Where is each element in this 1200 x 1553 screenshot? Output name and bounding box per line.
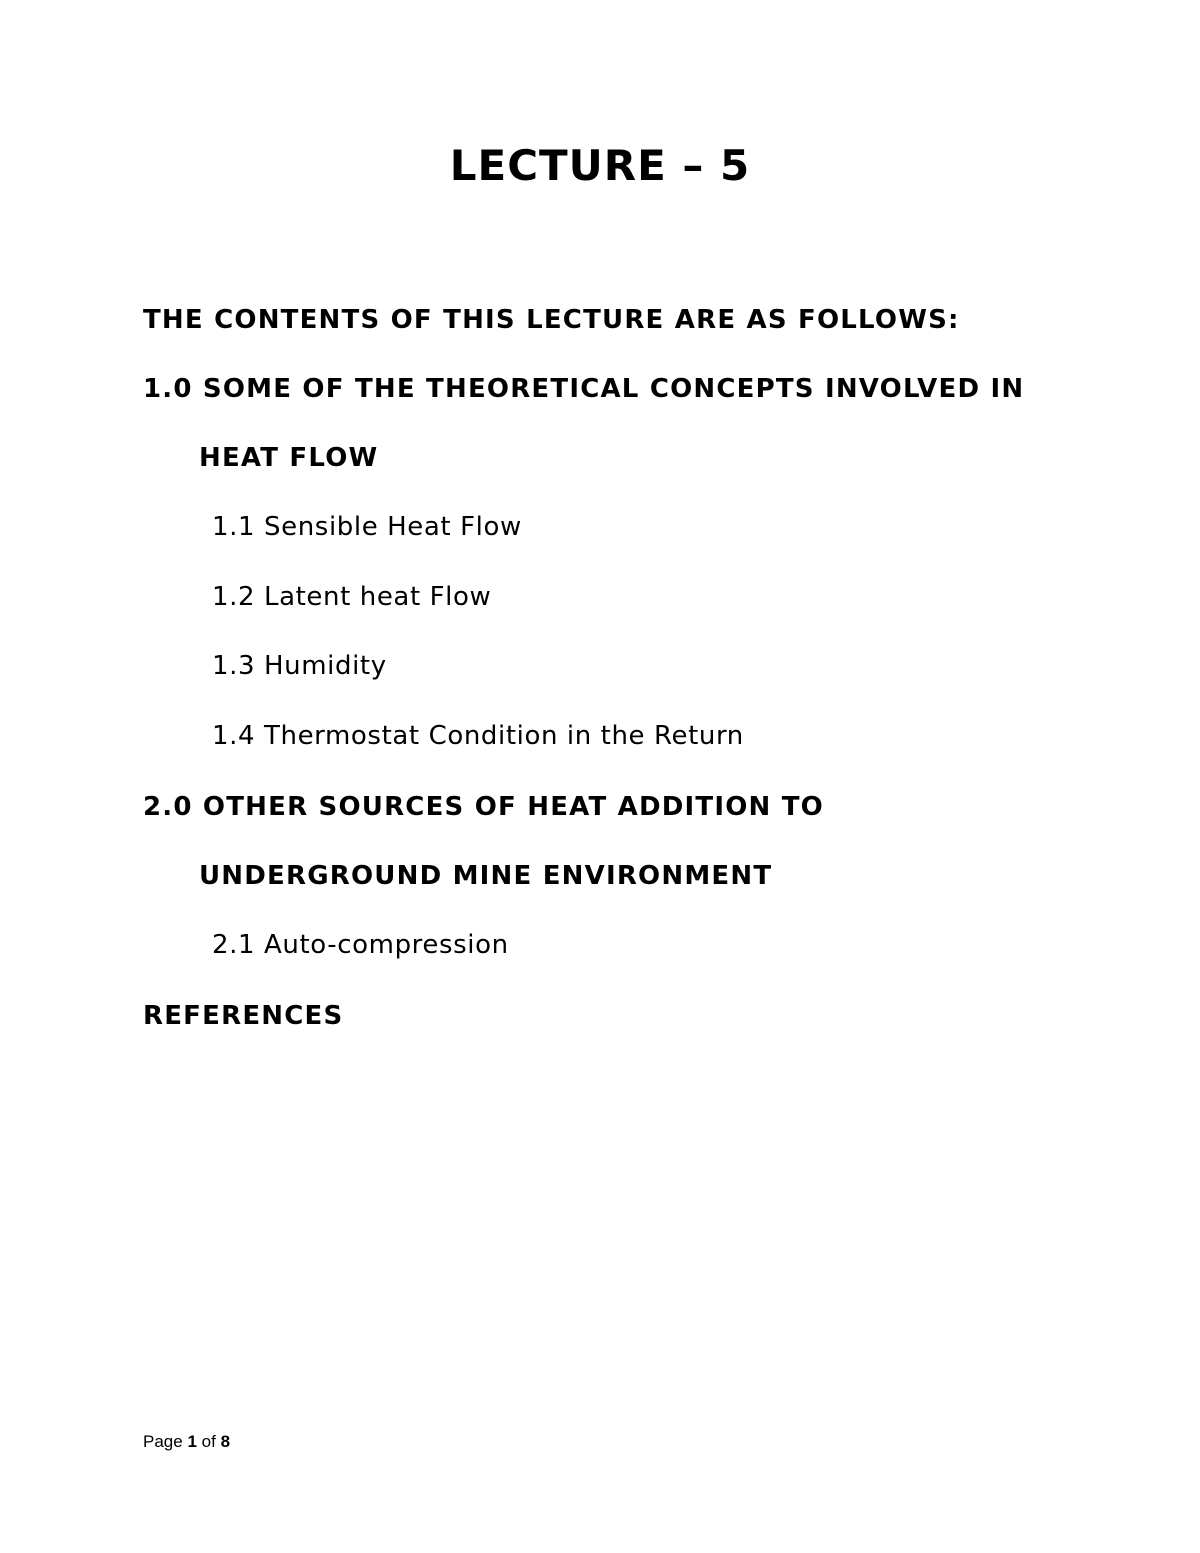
list-item: 2.1 Auto-compression	[212, 930, 509, 960]
list-item: 1.2 Latent heat Flow	[212, 582, 492, 612]
section-1-heading-continued: HEAT FLOW	[199, 443, 379, 473]
footer-of-word: of	[201, 1432, 216, 1451]
contents-heading: THE CONTENTS OF THIS LECTURE ARE AS FOLLOWS:	[143, 305, 960, 335]
section-1-heading: 1.0 SOME OF THE THEORETICAL CONCEPTS INVOLVED IN	[143, 374, 1025, 404]
footer-page-number: 1	[187, 1432, 197, 1451]
section-2-heading-continued: UNDERGROUND MINE ENVIRONMENT	[199, 861, 773, 891]
list-item: 1.1 Sensible Heat Flow	[212, 512, 522, 542]
section-2-heading: 2.0 OTHER SOURCES OF HEAT ADDITION TO	[143, 792, 824, 822]
list-item: 1.3 Humidity	[212, 651, 387, 681]
list-item: 1.4 Thermostat Condition in the Return	[212, 721, 744, 751]
footer-total-pages: 8	[220, 1432, 231, 1451]
references-heading: REFERENCES	[143, 1001, 344, 1031]
page-footer	[143, 1432, 230, 1452]
footer-page-word: Page	[143, 1432, 183, 1451]
lecture-title: LECTURE – 5	[449, 141, 751, 190]
